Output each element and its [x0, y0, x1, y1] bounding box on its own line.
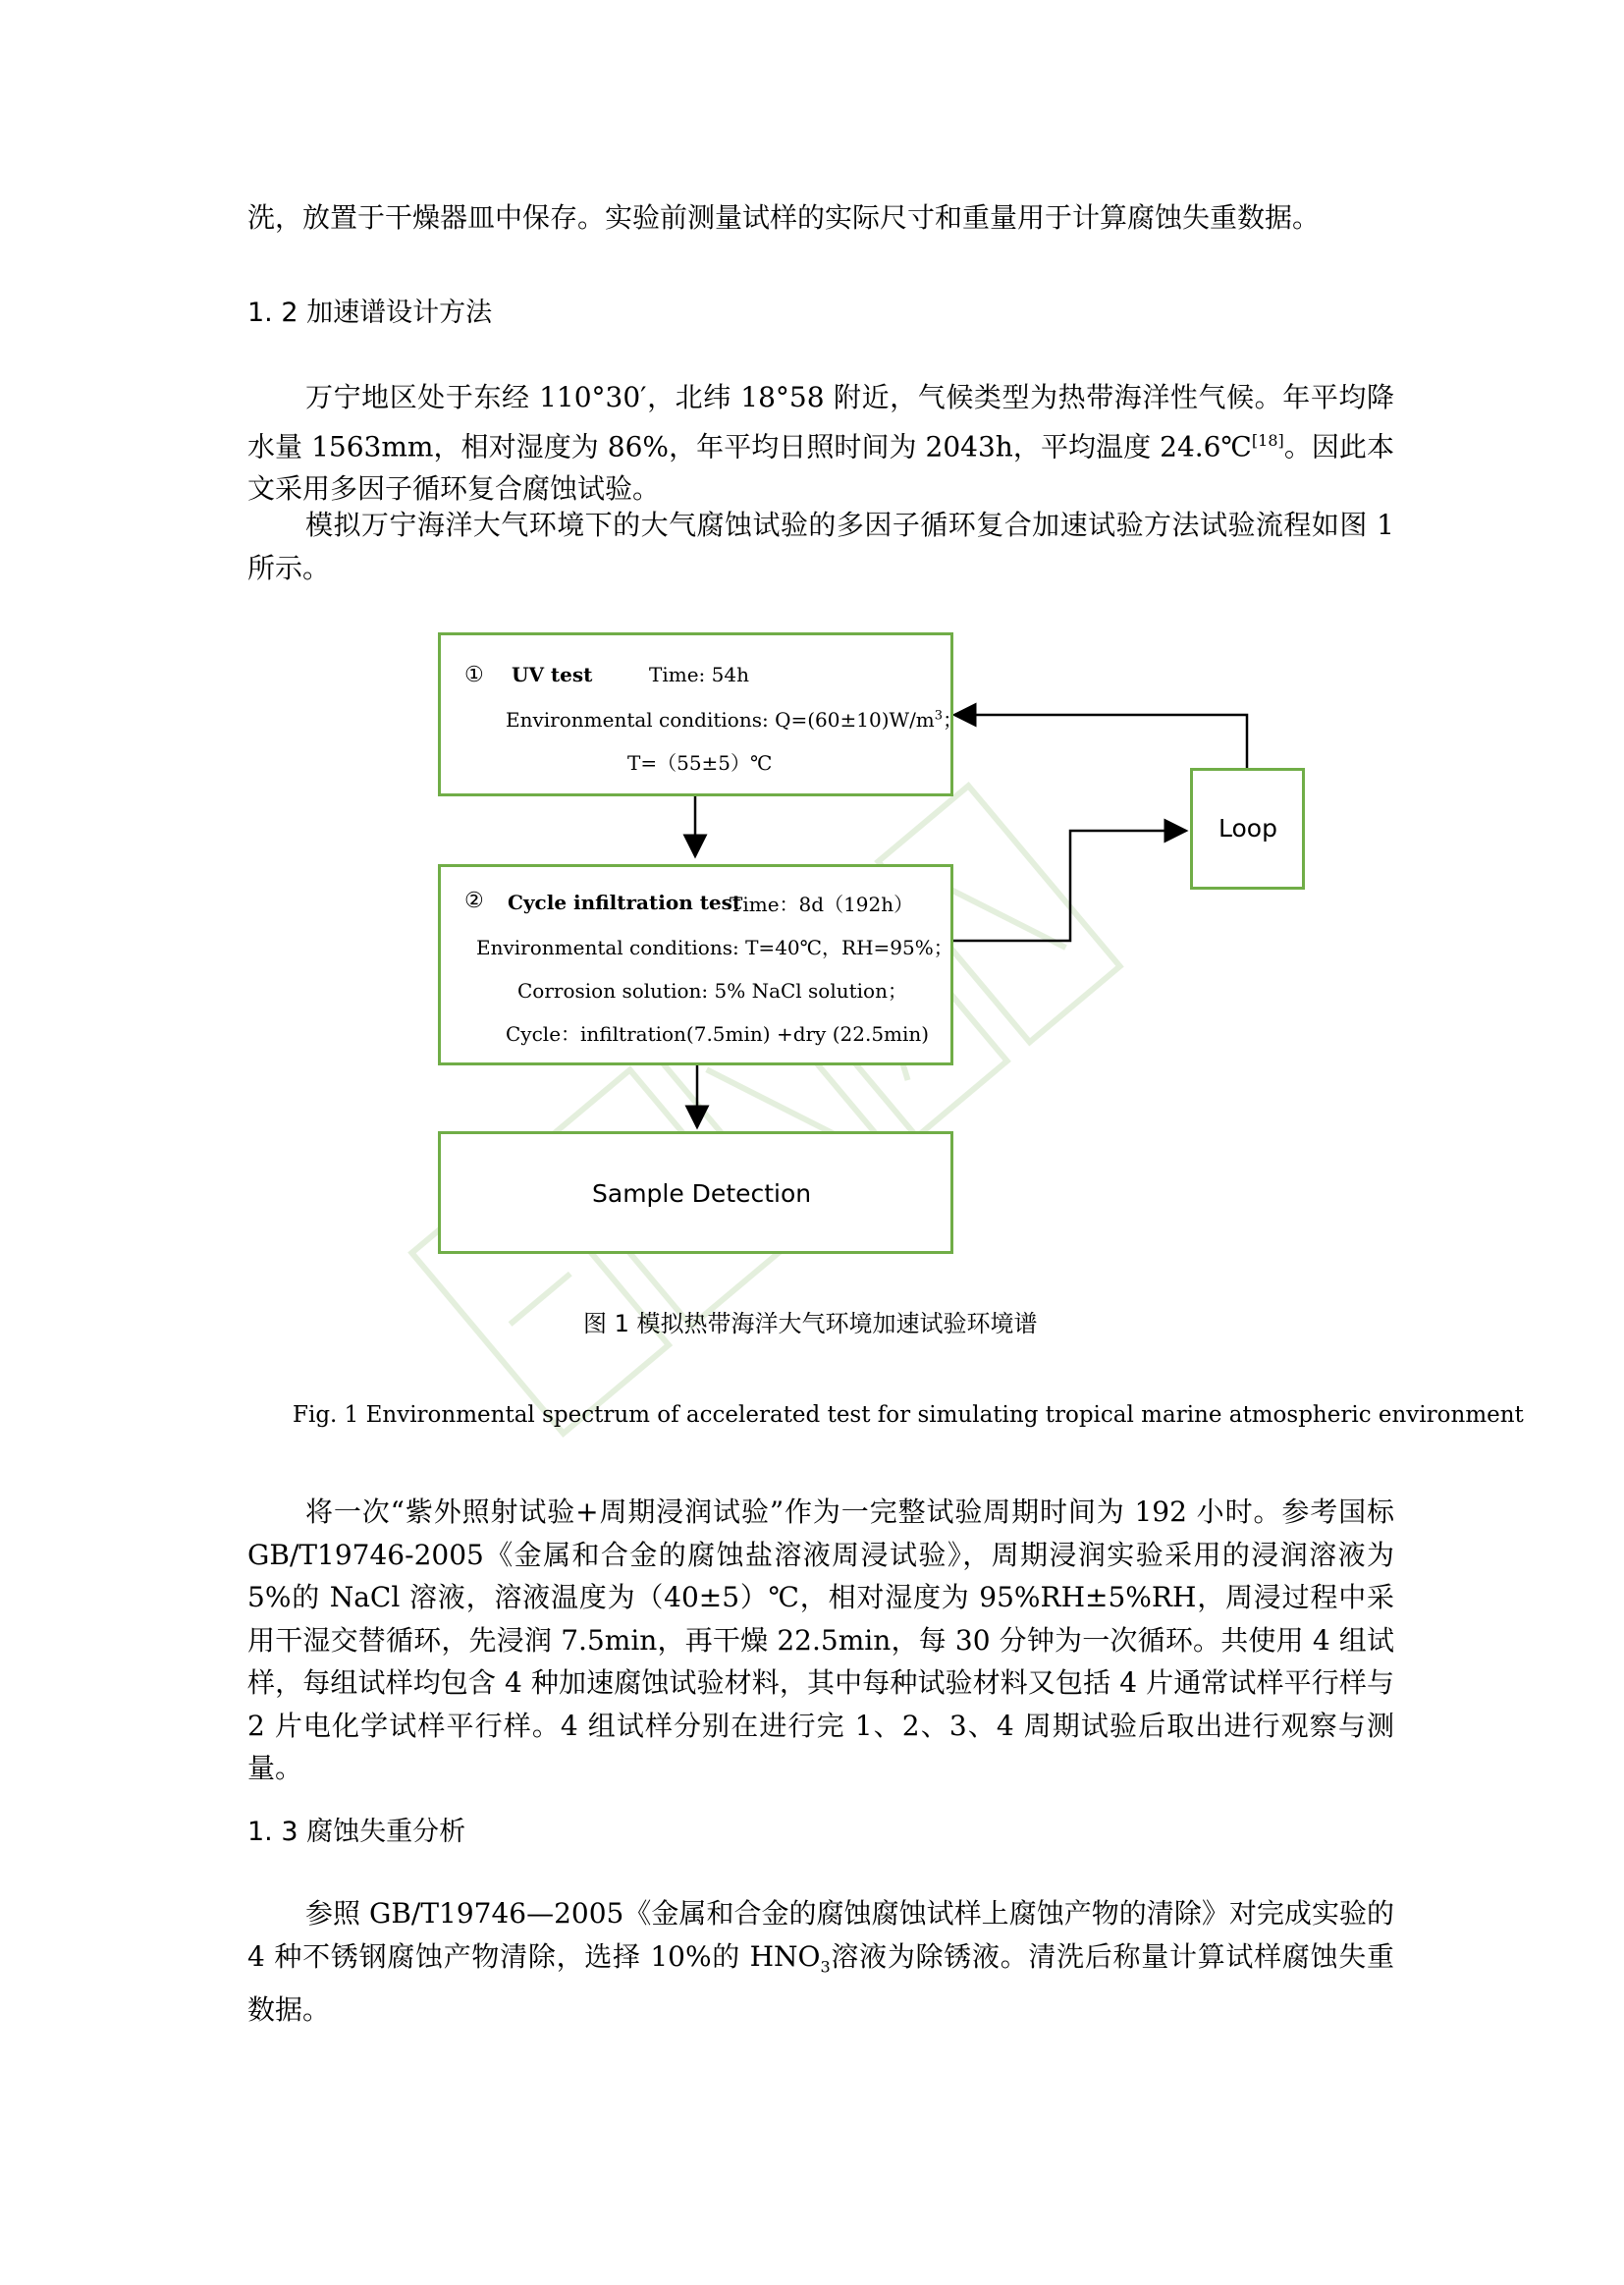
uv-env-exponent: 3	[934, 708, 944, 724]
section-heading-1-2: 1. 2 加速谱设计方法	[247, 298, 493, 328]
figure-caption-en: Fig. 1 Environmental spectrum of accelerated test for simulating tropical marine atmospheric environment	[293, 1402, 1524, 1428]
cycle-test-time: Time：8d（192h）	[730, 893, 914, 916]
section-heading-1-3: 1. 3 腐蚀失重分析	[247, 1817, 466, 1847]
uv-test-box	[438, 632, 963, 796]
arrow-loop-to-uv	[954, 715, 1247, 768]
figure-caption-cn: 图 1 模拟热带海洋大气环境加速试验环境谱	[583, 1310, 1038, 1337]
cycle-test-title: Cycle infiltration test	[508, 891, 742, 914]
uv-test-time: Time: 54h	[649, 663, 749, 686]
paragraph-climate-text: 万宁地区处于东经 110°30′，北纬 18°58 附近，气候类型为热带海洋性气候。年平均降水量 1563mm，相对湿度为 86%，年平均日照时间为 2043h，平均温度 24.6℃	[247, 381, 1394, 462]
cycle-step-number: ②	[464, 889, 484, 913]
continuation-text: 洗，放置于干燥器皿中保存。实验前测量试样的实际尺寸和重量用于计算腐蚀失重数据。	[247, 201, 1321, 234]
citation-ref: [18]	[1251, 430, 1284, 450]
loop-box	[1190, 768, 1305, 890]
paragraph-corrosion-text-end: 溶液为除锈液。清洗后称量计算试样腐蚀失重数据。	[247, 1939, 1394, 2026]
hno3-subscript: 3	[820, 1957, 831, 1977]
paragraph-method-intro: 模拟万宁海洋大气环境下的大气腐蚀试验的多因子循环复合加速试验方法试验流程如图 1 所示。	[247, 509, 1394, 584]
paragraph-climate-text-end: 。因此本文采用多因子循环复合腐蚀试验。	[247, 429, 1394, 506]
paragraph-corrosion-text: 参照 GB/T19746—2005《金属和合金的腐蚀腐蚀试样上腐蚀产物的清除》对完成实验的 4 种不锈钢腐蚀产物清除，选择 10%的 HNO	[247, 1897, 1394, 1973]
paragraph-test-procedure: 将一次“紫外照射试验+周期浸润试验”作为一完整试验周期时间为 192 小时。参考国标 GB/T19746-2005《金属和合金的腐蚀盐溶液周浸试验》，周期浸润实验采用的浸润溶液为 5%的 NaCl 溶液，溶液温度为（40±5）℃，相对湿度为 95%RH±5%RH，周浸过程中采用干湿交替循环，先浸润 7.5min，再干燥 22.5min，每 30 分钟为一次循环。共使用 4 组试样，每组试样均包含 4 种加速腐蚀试验材料，其中每种试验材料又包括 4 片通常试样平行样与 2 片电化学试样平行样。4 组试样分别在进行完 1、2、3、4 周期试验后取出进行观察与测量。	[247, 1496, 1394, 1784]
sample-detection-box	[438, 1131, 953, 1254]
uv-test-temperature: T=（55±5）℃	[627, 751, 773, 775]
uv-test-title: UV test	[512, 663, 593, 686]
cycle-test-cycle: Cycle：infiltration(7.5min) +dry (22.5min)	[506, 1022, 930, 1046]
sample-detection-label: Sample Detection	[592, 1179, 812, 1208]
uv-env-text: Environmental conditions: Q=(60±10)W/m	[506, 708, 935, 732]
cycle-infiltration-box	[438, 864, 953, 1065]
paragraph-corrosion-removal	[247, 1892, 1394, 2031]
loop-label: Loop	[1218, 814, 1277, 843]
uv-test-environment	[506, 704, 962, 733]
arrow-cycle-to-loop	[950, 831, 1186, 941]
uv-env-suffix: ；	[943, 708, 963, 732]
uv-step-number: ①	[464, 663, 484, 687]
cycle-test-solution: Corrosion solution: 5% NaCl solution；	[517, 979, 907, 1003]
cycle-test-environment: Environmental conditions: T=40℃，RH=95%；	[476, 936, 953, 959]
